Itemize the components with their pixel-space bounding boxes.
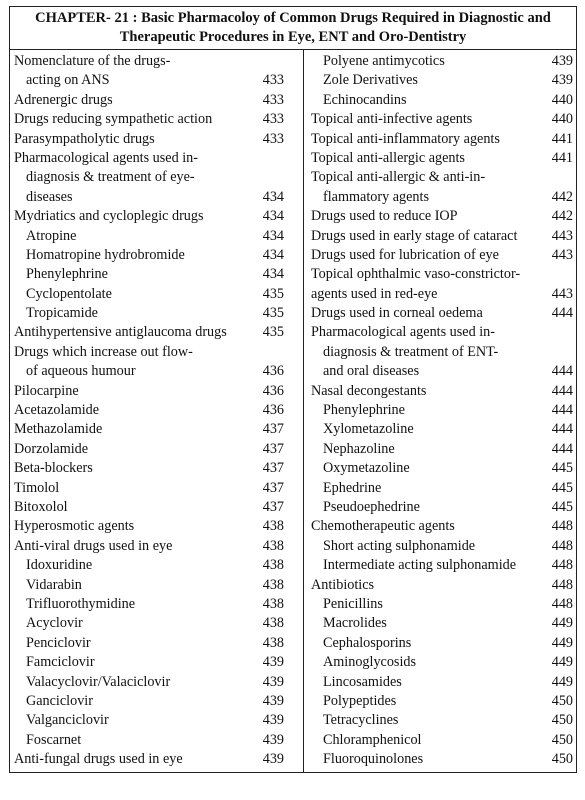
toc-entry	[303, 731, 573, 750]
toc-entry	[14, 673, 284, 692]
toc-entry-text: Oxymetazoline	[323, 460, 410, 477]
toc-entry	[14, 304, 284, 323]
toc-entry-text: Antihypertensive antiglaucoma drugs	[14, 324, 227, 341]
toc-entry	[14, 479, 284, 498]
toc-page-number: 437	[262, 479, 284, 496]
toc-page-number: 449	[551, 654, 573, 671]
toc-entry	[14, 227, 284, 246]
toc-entry-text: Pharmacological agents used in-	[311, 324, 495, 341]
toc-entry	[14, 517, 284, 536]
toc-entry	[14, 110, 284, 129]
toc-entry-text: Polyene antimycotics	[323, 53, 445, 69]
toc-entry-text: Trifluorothymidine	[26, 595, 136, 612]
toc-entry	[303, 323, 573, 342]
toc-entry-text: Drugs used for lubrication of eye	[311, 246, 499, 263]
toc-page-number: 449	[551, 634, 573, 651]
toc-entry	[14, 498, 284, 517]
toc-entry	[303, 52, 573, 71]
toc-entry	[14, 459, 284, 478]
toc-entry-text: Drugs used in corneal oedema	[311, 305, 483, 322]
toc-entry	[14, 711, 284, 730]
toc-page-number: 449	[551, 615, 573, 632]
toc-page-number: 438	[262, 518, 284, 535]
toc-entry-text: Ganciclovir	[26, 692, 93, 709]
toc-page-number: 435	[262, 305, 284, 322]
toc-entry-text: Penicillins	[323, 595, 383, 612]
toc-page-number: 443	[551, 285, 573, 302]
toc-entry	[14, 420, 284, 439]
toc-page-number: 444	[551, 305, 573, 322]
toc-page-number: 444	[551, 440, 573, 457]
toc-entry	[303, 207, 573, 226]
toc-entry-text: Methazolamide	[14, 421, 103, 438]
toc-entry	[303, 711, 573, 730]
toc-page-number: 435	[262, 285, 284, 302]
toc-entry-text: Macrolides	[323, 615, 387, 632]
toc-entry-text: Ephedrine	[323, 479, 382, 496]
toc-entry-text: Pilocarpine	[14, 382, 79, 399]
toc-page-number: 436	[262, 402, 284, 419]
toc-entry	[14, 614, 284, 633]
toc-entry-text: Nomenclature of the drugs-	[14, 53, 171, 69]
toc-page-number: 434	[262, 246, 284, 263]
toc-entry-text: Chloramphenicol	[323, 731, 422, 748]
toc-entry-text: Acyclovir	[26, 615, 83, 632]
toc-entry	[14, 440, 284, 459]
toc-page-number: 434	[262, 208, 284, 225]
toc-entry	[14, 168, 284, 187]
toc-page-number: 436	[262, 382, 284, 399]
toc-entry	[303, 479, 573, 498]
toc-entry	[303, 653, 573, 672]
toc-entry	[303, 285, 573, 304]
toc-entry	[14, 285, 284, 304]
toc-page-number: 444	[551, 421, 573, 438]
toc-page-number: 438	[262, 615, 284, 632]
toc-entry	[14, 246, 284, 265]
toc-entry	[303, 556, 573, 575]
toc-entry	[14, 265, 284, 284]
toc-entry	[303, 634, 573, 653]
toc-page-number: 442	[551, 208, 573, 225]
toc-entry-text: agents used in red-eye	[311, 285, 438, 302]
toc-entry-text: Drugs used to reduce IOP	[311, 208, 458, 225]
toc-page-number: 439	[262, 673, 284, 690]
toc-entry-text: Nasal decongestants	[311, 382, 427, 399]
toc-entry	[303, 382, 573, 401]
toc-entry	[303, 498, 573, 517]
toc-page-number: 441	[551, 149, 573, 166]
toc-entry	[14, 634, 284, 653]
toc-entry-text: Hyperosmotic agents	[14, 518, 135, 535]
toc-entry-text: Valacyclovir/Valaciclovir	[26, 673, 171, 690]
toc-entry	[14, 207, 284, 226]
toc-entry-text: Topical anti-allergic agents	[311, 149, 465, 166]
toc-page-number: 440	[551, 91, 573, 108]
toc-entry-text: Xylometazoline	[323, 421, 414, 438]
toc-page-number: 433	[262, 91, 284, 108]
toc-entry-text: Pharmacological agents used in-	[14, 149, 198, 166]
toc-entry-text: Echinocandins	[323, 91, 407, 108]
toc-entry	[303, 595, 573, 614]
toc-page-number: 435	[262, 324, 284, 341]
toc-page-number: 437	[262, 440, 284, 457]
toc-entry-text: acting on ANS	[26, 72, 110, 89]
toc-page-number: 434	[262, 266, 284, 283]
toc-entry-text: Zole Derivatives	[323, 72, 418, 89]
toc-entry-text: Drugs reducing sympathetic action	[14, 111, 213, 128]
toc-page-number: 444	[551, 363, 573, 380]
chapter-title-line-1: CHAPTER- 21 : Basic Pharmacoloy of Common Drugs Required in Diagnostic and	[35, 10, 551, 26]
toc-entry-text: Mydriatics and cycloplegic drugs	[14, 208, 204, 225]
toc-page-number: 438	[262, 634, 284, 651]
toc-page-number: 444	[551, 382, 573, 399]
toc-entry	[303, 188, 573, 207]
chapter-header	[10, 7, 576, 50]
toc-entry-text: Tropicamide	[26, 305, 98, 322]
toc-entry	[14, 556, 284, 575]
toc-entry	[303, 227, 573, 246]
toc-entry-text: Homatropine hydrobromide	[26, 246, 185, 263]
toc-entry-text: diagnosis & treatment of ENT-	[323, 343, 499, 360]
toc-entry	[303, 440, 573, 459]
toc-entry-text: Acetazolamide	[14, 402, 100, 419]
toc-entry	[14, 653, 284, 672]
left-column	[14, 52, 284, 769]
toc-page-number: 433	[262, 72, 284, 89]
toc-entry	[303, 576, 573, 595]
toc-page-number: 433	[262, 111, 284, 128]
toc-page-number: 448	[551, 557, 573, 574]
toc-entry-text: Intermediate acting sulphonamide	[323, 557, 517, 574]
toc-entry	[14, 343, 284, 362]
toc-entry	[14, 71, 284, 90]
toc-page-number: 439	[262, 731, 284, 748]
toc-entry	[14, 382, 284, 401]
toc-entry	[14, 731, 284, 750]
toc-page-number: 445	[551, 498, 573, 515]
toc-entry	[303, 110, 573, 129]
toc-page-number: 444	[551, 402, 573, 419]
toc-page-number: 448	[551, 595, 573, 612]
toc-page-number: 442	[551, 188, 573, 205]
toc-entry-text: Adrenergic drugs	[14, 91, 113, 108]
toc-page-number: 443	[551, 227, 573, 244]
toc-page-number: 438	[262, 557, 284, 574]
toc-entry	[14, 362, 284, 381]
toc-entry	[14, 323, 284, 342]
toc-entry-text: diagnosis & treatment of eye-	[26, 169, 195, 186]
toc-entry-text: Foscarnet	[26, 731, 82, 748]
toc-page-number: 439	[551, 53, 573, 69]
toc-page-number: 445	[551, 460, 573, 477]
toc-entry-text: of aqueous humour	[26, 363, 136, 380]
toc-page-number: 439	[262, 692, 284, 709]
toc-entry	[14, 692, 284, 711]
toc-entry-text: and oral diseases	[323, 363, 420, 380]
toc-entry	[303, 459, 573, 478]
toc-entry-text: diseases	[26, 188, 73, 205]
toc-page-number: 439	[551, 72, 573, 89]
toc-page-number: 448	[551, 537, 573, 554]
toc-page-number: 450	[551, 692, 573, 709]
toc-entry	[303, 130, 573, 149]
toc-entry-text: Lincosamides	[323, 673, 402, 690]
toc-entry-text: Pseudoephedrine	[323, 498, 420, 515]
toc-entry-text: Phenylephrine	[323, 402, 405, 419]
toc-entry-text: Bitoxolol	[14, 498, 68, 515]
contents-table	[9, 6, 577, 773]
toc-entry	[14, 149, 284, 168]
toc-entry-text: Topical ophthalmic vaso-constrictor-	[311, 266, 521, 283]
toc-entry-text: flammatory agents	[323, 188, 429, 205]
toc-entry	[14, 401, 284, 420]
toc-page-number: 445	[551, 479, 573, 496]
toc-entry-text: Polypeptides	[323, 692, 397, 709]
toc-entry-text: Penciclovir	[26, 634, 91, 651]
toc-entry	[303, 517, 573, 536]
toc-entry-text: Short acting sulphonamide	[323, 537, 476, 554]
toc-entry	[303, 71, 573, 90]
toc-page-number: 450	[551, 712, 573, 729]
toc-entry	[14, 188, 284, 207]
toc-entry-text: Tetracyclines	[323, 712, 399, 729]
toc-entry-text: Drugs which increase out flow-	[14, 343, 193, 360]
toc-page-number: 449	[551, 673, 573, 690]
toc-page-number: 439	[262, 712, 284, 729]
toc-page-number: 433	[262, 130, 284, 147]
toc-entry	[14, 130, 284, 149]
toc-page-number: 441	[551, 130, 573, 147]
toc-entry	[303, 246, 573, 265]
toc-entry-text: Nephazoline	[323, 440, 395, 457]
toc-entry	[303, 265, 573, 284]
toc-entry-text: Topical anti-allergic & anti-in-	[311, 169, 486, 186]
toc-entry-text: Anti-viral drugs used in eye	[14, 537, 173, 554]
toc-entry	[303, 614, 573, 633]
toc-entry	[303, 91, 573, 110]
toc-page-number: 436	[262, 363, 284, 380]
toc-page-number: 450	[551, 731, 573, 748]
toc-entry	[303, 304, 573, 323]
toc-entry-text: Drugs used in early stage of cataract	[311, 227, 518, 244]
toc-entry-text: Antibiotics	[311, 576, 375, 593]
chapter-title-line-2: Therapeutic Procedures in Eye, ENT and Oro-Dentistry	[119, 29, 467, 45]
toc-entry	[14, 750, 284, 769]
toc-entry-text: Aminoglycosids	[323, 654, 417, 671]
toc-entry	[303, 362, 573, 381]
toc-page-number: 448	[551, 576, 573, 593]
toc-page-number: 438	[262, 576, 284, 593]
toc-page-number: 437	[262, 421, 284, 438]
toc-entry-text: Valganciclovir	[26, 712, 109, 729]
toc-page-number: 434	[262, 188, 284, 205]
toc-entry-text: Famciclovir	[26, 654, 95, 671]
toc-entry-text: Timolol	[14, 479, 60, 496]
toc-entry	[303, 750, 573, 769]
toc-entry	[303, 401, 573, 420]
toc-page-number: 450	[551, 751, 573, 768]
toc-page-number: 440	[551, 111, 573, 128]
toc-entry-text: Anti-fungal drugs used in eye	[14, 751, 183, 768]
toc-entry-text: Cyclopentolate	[26, 285, 112, 302]
toc-entry-text: Chemotherapeutic agents	[311, 518, 455, 535]
toc-entry	[14, 576, 284, 595]
toc-entry	[14, 52, 284, 71]
toc-page-number: 439	[262, 654, 284, 671]
toc-entry-text: Topical anti-infective agents	[311, 111, 473, 128]
toc-page-number: 438	[262, 595, 284, 612]
toc-page-number: 434	[262, 227, 284, 244]
toc-entry-text: Topical anti-inflammatory agents	[311, 130, 500, 147]
toc-entry	[303, 343, 573, 362]
toc-entry	[14, 595, 284, 614]
toc-entry	[303, 149, 573, 168]
toc-entry	[303, 420, 573, 439]
toc-page-number: 443	[551, 246, 573, 263]
toc-entry-text: Cephalosporins	[323, 634, 412, 651]
toc-entry-text: Vidarabin	[26, 576, 82, 593]
toc-entry-text: Parasympatholytic drugs	[14, 130, 155, 147]
toc-page-number: 437	[262, 460, 284, 477]
toc-entry-text: Phenylephrine	[26, 266, 108, 283]
toc-entry-text: Idoxuridine	[26, 557, 93, 574]
toc-entry	[303, 537, 573, 556]
toc-entry	[303, 692, 573, 711]
toc-page-number: 448	[551, 518, 573, 535]
toc-entry-text: Dorzolamide	[14, 440, 89, 457]
toc-entry-text: Atropine	[26, 227, 77, 244]
toc-entry	[14, 91, 284, 110]
toc-entry	[14, 537, 284, 556]
toc-entry	[303, 673, 573, 692]
toc-page-number: 439	[262, 751, 284, 768]
toc-entry	[303, 168, 573, 187]
right-column	[303, 52, 573, 769]
toc-page-number: 437	[262, 498, 284, 515]
toc-page-number: 438	[262, 537, 284, 554]
toc-entry-text: Fluoroquinolones	[323, 751, 424, 768]
toc-entry-text: Beta-blockers	[14, 460, 93, 477]
